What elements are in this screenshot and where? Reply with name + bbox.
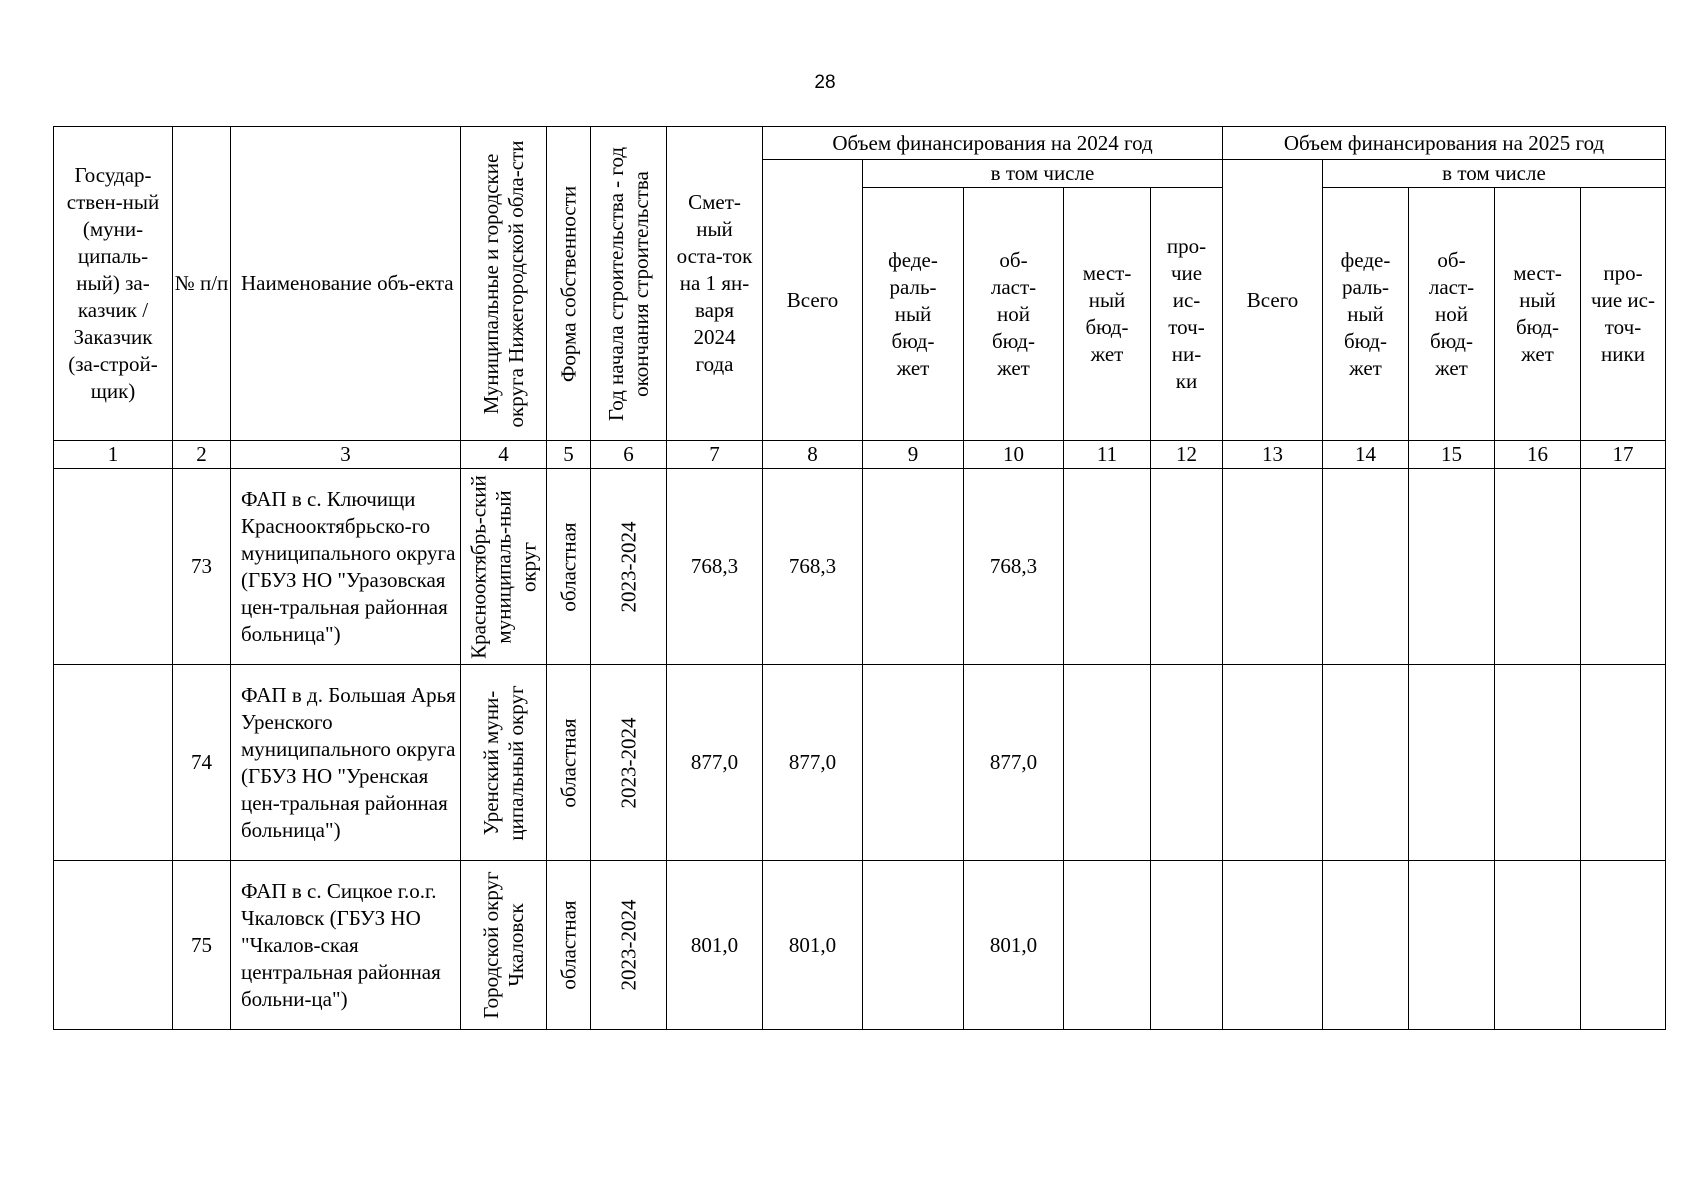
cell-number: 74 (173, 665, 231, 861)
header-years-text: Год начала строительства - год окончания строительства (603, 146, 653, 421)
cell-regional-2025 (1409, 665, 1495, 861)
table-row (54, 469, 1666, 665)
cell-number: 73 (173, 469, 231, 665)
cell-regional-2024: 801,0 (964, 861, 1064, 1030)
cell-total-2024: 877,0 (763, 665, 863, 861)
cell-years (591, 469, 667, 665)
cell-regional-2024: 768,3 (964, 469, 1064, 665)
column-number: 14 (1323, 441, 1409, 469)
cell-regional-2025 (1409, 861, 1495, 1030)
header-customer: Государ-ствен-ный (муни-ципаль-ный) за-казчик / Заказчик (за-строй-щик) (54, 127, 173, 441)
cell-ownership (547, 861, 591, 1030)
cell-federal-2024 (863, 861, 964, 1030)
cell-number: 75 (173, 861, 231, 1030)
header-regional-2024: об-ласт-ной бюд-жет (964, 188, 1064, 441)
cell-federal-2024 (863, 665, 964, 861)
column-number: 13 (1223, 441, 1323, 469)
cell-federal-2025 (1323, 861, 1409, 1030)
cell-ownership-text: областная (556, 717, 580, 808)
cell-total-2025 (1223, 665, 1323, 861)
cell-municipality-text: Городской округ Чкаловск (478, 871, 528, 1019)
funding-table (53, 126, 1666, 1030)
header-estimate-balance: Смет-ный оста-ток на 1 ян-варя 2024 года (667, 127, 763, 441)
column-number: 11 (1064, 441, 1151, 469)
header-ownership (547, 127, 591, 441)
cell-municipality-text: Краснооктябрь-ский муниципаль-ный округ (466, 474, 540, 659)
header-row-1 (54, 127, 1666, 160)
cell-ownership (547, 469, 591, 665)
cell-estimate-balance: 768,3 (667, 469, 763, 665)
header-municipality (461, 127, 547, 441)
table-row (54, 861, 1666, 1030)
cell-object-name: ФАП в с. Сицкое г.о.г. Чкаловск (ГБУЗ НО "Чкалов-ская центральная районная больни-ца") (231, 861, 461, 1030)
cell-estimate-balance: 801,0 (667, 861, 763, 1030)
cell-estimate-balance: 877,0 (667, 665, 763, 861)
cell-ownership-text: областная (556, 900, 580, 990)
cell-other-2025 (1581, 861, 1666, 1030)
header-federal-2025: феде-раль-ный бюд-жет (1323, 188, 1409, 441)
column-number: 4 (461, 441, 547, 469)
column-number: 3 (231, 441, 461, 469)
header-funding-2025: Объем финансирования на 2025 год (1223, 127, 1666, 160)
cell-federal-2024 (863, 469, 964, 665)
cell-other-2024 (1151, 665, 1223, 861)
cell-regional-2025 (1409, 469, 1495, 665)
header-other-2024: про-чие ис-точ-ни-ки (1151, 188, 1223, 441)
column-number: 6 (591, 441, 667, 469)
cell-other-2024 (1151, 861, 1223, 1030)
cell-local-2024 (1064, 861, 1151, 1030)
header-total-2024: Всего (763, 160, 863, 441)
cell-ownership (547, 665, 591, 861)
cell-municipality (461, 665, 547, 861)
cell-total-2025 (1223, 469, 1323, 665)
header-local-2024: мест-ный бюд-жет (1064, 188, 1151, 441)
header-local-2025: мест-ный бюд-жет (1495, 188, 1581, 441)
header-years (591, 127, 667, 441)
cell-municipality (461, 861, 547, 1030)
column-number: 7 (667, 441, 763, 469)
cell-local-2025 (1495, 469, 1581, 665)
column-number: 10 (964, 441, 1064, 469)
cell-federal-2025 (1323, 469, 1409, 665)
column-number-row (54, 441, 1666, 469)
cell-customer (54, 861, 173, 1030)
cell-total-2024: 801,0 (763, 861, 863, 1030)
cell-years-text: 2023-2024 (616, 717, 640, 808)
header-number: № п/п (173, 127, 231, 441)
table-row (54, 665, 1666, 861)
header-other-2025: про-чие ис-точ-ники (1581, 188, 1666, 441)
column-number: 8 (763, 441, 863, 469)
column-number: 17 (1581, 441, 1666, 469)
column-number: 2 (173, 441, 231, 469)
header-regional-2025: об-ласт-ной бюд-жет (1409, 188, 1495, 441)
header-federal-2024: феде-раль-ный бюд-жет (863, 188, 964, 441)
cell-local-2024 (1064, 665, 1151, 861)
column-number: 12 (1151, 441, 1223, 469)
cell-total-2025 (1223, 861, 1323, 1030)
cell-customer (54, 469, 173, 665)
cell-municipality (461, 469, 547, 665)
cell-local-2024 (1064, 469, 1151, 665)
header-funding-2024: Объем финансирования на 2024 год (763, 127, 1223, 160)
cell-local-2025 (1495, 861, 1581, 1030)
cell-years-text: 2023-2024 (616, 899, 640, 991)
cell-regional-2024: 877,0 (964, 665, 1064, 861)
cell-object-name: ФАП в с. Ключищи Краснооктябрьско-го муниципального округа (ГБУЗ НО "Уразовская цен-тральная районная больница") (231, 469, 461, 665)
cell-local-2025 (1495, 665, 1581, 861)
header-object-name: Наименование объ-екта (231, 127, 461, 441)
cell-years (591, 665, 667, 861)
cell-customer (54, 665, 173, 861)
cell-years-text: 2023-2024 (616, 521, 640, 612)
cell-object-name: ФАП в д. Большая Арья Уренского муниципального округа (ГБУЗ НО "Уренская цен-тральная районная больница") (231, 665, 461, 861)
page-number: 28 (814, 72, 836, 93)
cell-ownership-text: областная (556, 521, 580, 612)
header-total-2025: Всего (1223, 160, 1323, 441)
cell-total-2024: 768,3 (763, 469, 863, 665)
cell-years (591, 861, 667, 1030)
cell-other-2025 (1581, 469, 1666, 665)
cell-federal-2025 (1323, 665, 1409, 861)
header-including-2025: в том числе (1323, 160, 1666, 188)
column-number: 9 (863, 441, 964, 469)
column-number: 15 (1409, 441, 1495, 469)
cell-other-2025 (1581, 665, 1666, 861)
header-ownership-text: Форма собственности (556, 185, 580, 382)
cell-other-2024 (1151, 469, 1223, 665)
header-municipality-text: Муниципальные и городские округа Нижегородской обла-сти (478, 140, 528, 427)
column-number: 5 (547, 441, 591, 469)
header-including-2024: в том числе (863, 160, 1223, 188)
column-number: 16 (1495, 441, 1581, 469)
cell-municipality-text: Уренский муни-ципальный округ (478, 684, 528, 841)
column-number: 1 (54, 441, 173, 469)
